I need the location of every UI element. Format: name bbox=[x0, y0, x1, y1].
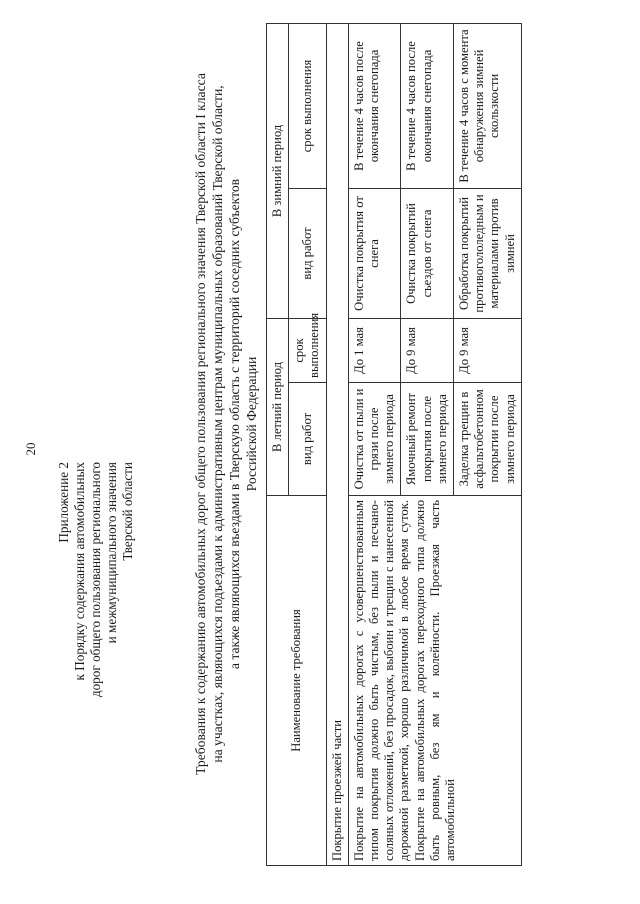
winter-term-cell: В течение 4 часов после окончания снегопада bbox=[348, 23, 401, 188]
summer-term-cell: До 9 мая bbox=[454, 318, 522, 382]
title-line-3: а также являющихся въездами в Тверскую область с территорий соседних субъектов bbox=[227, 178, 242, 670]
header-summer-period: В летний период bbox=[267, 318, 289, 495]
header-requirement-name: Наименование требования bbox=[267, 496, 327, 866]
appendix-line-2: к Порядку содержания автомобильных bbox=[72, 462, 87, 681]
header-winter-period: В зимний период bbox=[267, 23, 289, 318]
page-number: 20 bbox=[23, 442, 38, 456]
summer-work-cell: Ямочный ремонт покрытия после зимнего периода bbox=[401, 383, 454, 496]
table-row bbox=[348, 23, 401, 865]
header-row-1 bbox=[267, 23, 289, 865]
requirements-table bbox=[266, 23, 522, 866]
appendix-line-5: Тверской области bbox=[120, 462, 135, 561]
header-summer-work-type: вид работ bbox=[289, 383, 326, 496]
header-summer-term: срок выполнения bbox=[289, 318, 326, 382]
winter-term-cell: В течение 4 часов после окончания снегопада bbox=[401, 23, 454, 188]
winter-work-cell: Очистка покрытия от снега bbox=[348, 188, 401, 318]
appendix-line-3: дорог общего пользования регионального bbox=[88, 462, 103, 698]
summer-work-cell: Очистка от пыли и грязи после зимнего периода bbox=[348, 383, 401, 496]
appendix-line-1: Приложение 2 bbox=[56, 462, 71, 543]
title-line-2: на участках, являющихся подъездами к административным центрам муниципальных образований Тверской области, bbox=[210, 85, 225, 763]
summer-work-cell: Заделка трещин в асфальтобетонном покрытии после зимнего периода bbox=[454, 383, 522, 496]
appendix-line-4: и межмуниципального значения bbox=[104, 462, 119, 644]
header-winter-term: срок выполнения bbox=[289, 23, 326, 188]
requirement-text: Покрытие на автомобильных дорогах с усовершенствованным типом покрытия должно быть чистым, без пыли и песчано-соляных отложений, без просадок, выбоин и трещин с нанесенной дорожной разметкой, хорошо различимой в любое время суток. Покрытие на автомобильных дорогах переходного типа должно быть ровным, без ям и колейности. Проезжая часть автомобильной bbox=[348, 496, 521, 866]
winter-work-cell: Очистка покрытий съездов от снега bbox=[401, 188, 454, 318]
header-winter-work-type: вид работ bbox=[289, 188, 326, 318]
winter-term-cell: В течение 4 часов с момента обнаружения зимней скользкости bbox=[454, 23, 522, 188]
title-line-4: Российской Федерации bbox=[244, 356, 259, 492]
section-title: Покрытие проезжей части bbox=[326, 23, 348, 865]
winter-work-cell: Обработка покрытий противогололедным и материалами против зимней bbox=[454, 188, 522, 318]
summer-term-cell: До 9 мая bbox=[401, 318, 454, 382]
title-line-1: Требования к содержанию автомобильных дорог общего пользования регионального значения Тверской области I класса bbox=[193, 73, 208, 775]
summer-term-cell: До 1 мая bbox=[348, 318, 401, 382]
section-row bbox=[326, 23, 348, 865]
